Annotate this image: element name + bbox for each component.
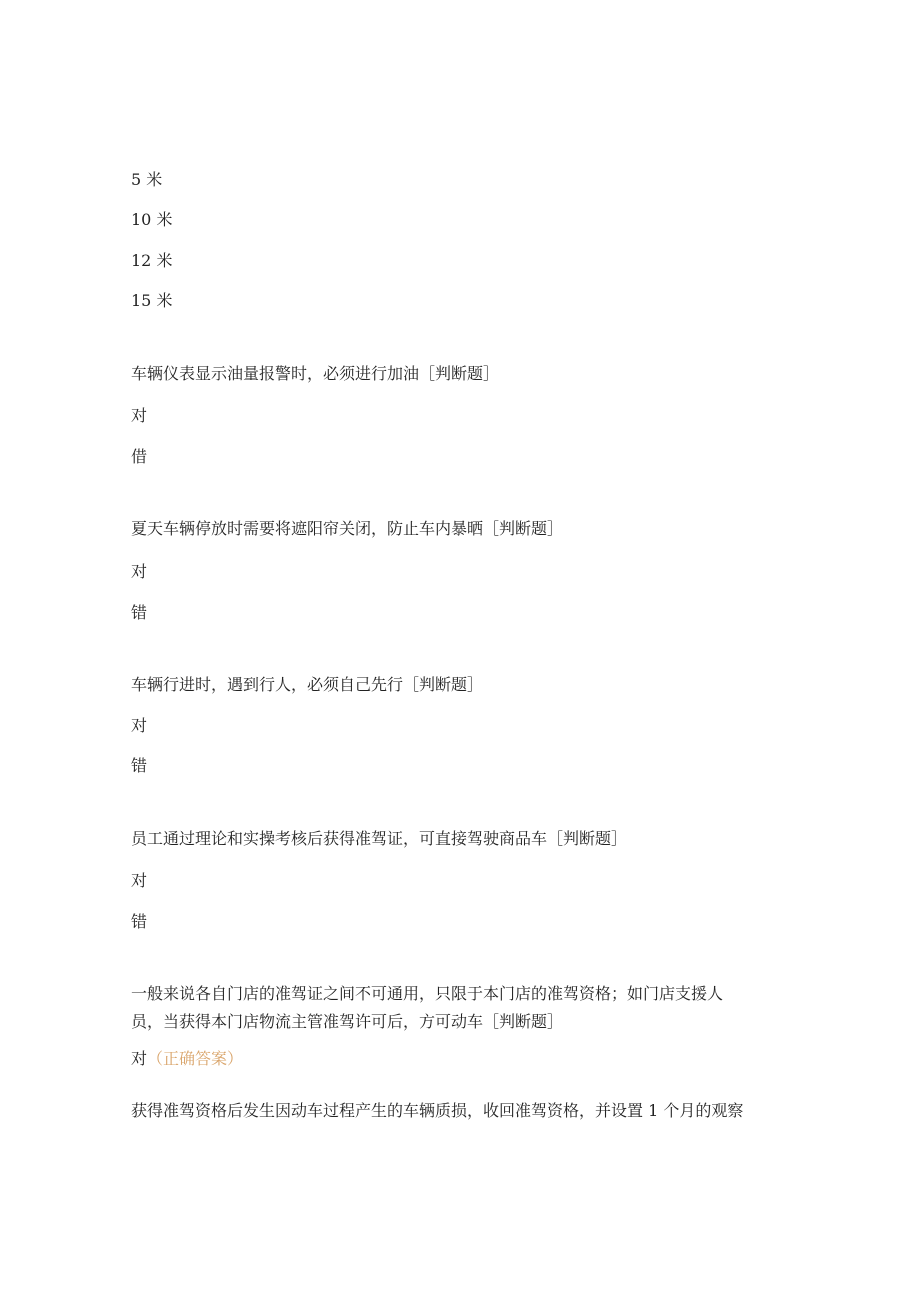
option-false: 错 [131, 912, 148, 931]
question-damage-penalty: 获得准驾资格后发生因动车过程产生的车辆质损，收回准驾资格，并设置 1 个月的观察 [131, 1101, 744, 1120]
answer-line [131, 1049, 243, 1069]
option-true: 对 [131, 406, 148, 425]
option-true: 对 [131, 871, 148, 890]
option-true: 对 [131, 1049, 148, 1068]
option-5m: 5 米 [131, 170, 163, 189]
question-pedestrian: 车辆行进时，遇到行人，必须自己先行［判断题］ [131, 675, 484, 694]
option-12m: 12 米 [131, 251, 173, 270]
question-permit-scope-line2: 员，当获得本门店物流主管准驾许可后，方可动车［判断题］ [131, 1012, 564, 1031]
option-false: 错 [131, 756, 148, 775]
option-false: 借 [131, 447, 148, 466]
question-fuel-warning: 车辆仪表显示油量报警时，必须进行加油［判断题］ [131, 364, 500, 383]
option-true: 对 [131, 716, 148, 735]
option-true: 对 [131, 562, 148, 581]
question-permit-scope-line1: 一般来说各自门店的准驾证之间不可通用，只限于本门店的准驾资格；如门店支援人 [131, 984, 724, 1003]
question-driving-permit: 员工通过理论和实操考核后获得准驾证，可直接驾驶商品车［判断题］ [131, 829, 628, 848]
correct-answer-note: （正确答案） [147, 1049, 244, 1068]
option-15m: 15 米 [131, 291, 173, 310]
option-10m: 10 米 [131, 210, 173, 229]
question-sunshade: 夏天车辆停放时需要将遮阳帘关闭，防止车内暴晒［判断题］ [131, 519, 564, 538]
option-false: 错 [131, 603, 148, 622]
